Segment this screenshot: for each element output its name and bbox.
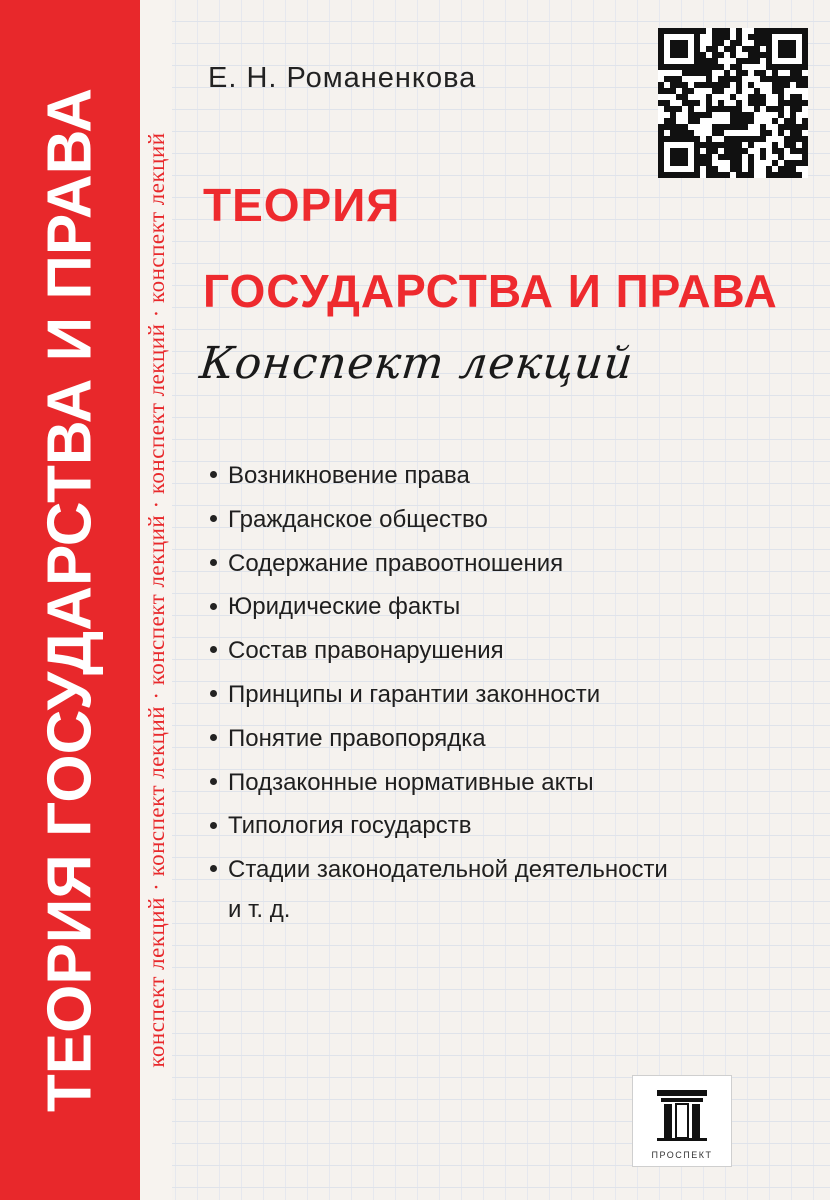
spine-title: ТЕОРИЯ ГОСУДАРСТВА И ПРАВА	[35, 87, 105, 1113]
qr-code-graphic	[658, 28, 808, 178]
prospekt-logo-icon	[651, 1086, 713, 1142]
topic-item: Принципы и гарантии законности	[210, 673, 668, 717]
topic-item: Стадии законодательной деятельности	[210, 848, 668, 892]
bullet-icon	[210, 603, 217, 610]
author-name: Е. Н. Романенкова	[208, 62, 477, 94]
topics-list	[210, 454, 668, 892]
bullet-icon	[210, 865, 217, 872]
bullet-icon	[210, 822, 217, 829]
bullet-icon	[210, 515, 217, 522]
spine-repeat-text: конспект лекций · конспект лекций · конспект лекций · конспект лекций · конспект лекций	[144, 132, 169, 1068]
bullet-icon	[210, 734, 217, 741]
topic-item: Возникновение права	[210, 454, 668, 498]
topic-item: Гражданское общество	[210, 498, 668, 542]
topic-item: Юридические факты	[210, 585, 668, 629]
topic-item: Типология государств	[210, 804, 668, 848]
title-line-1: ТЕОРИЯ	[203, 179, 401, 231]
bullet-icon	[210, 690, 217, 697]
topics-tail: и т. д.	[228, 896, 291, 923]
topic-item: Подзаконные нормативные акты	[210, 761, 668, 805]
book-title	[203, 162, 778, 334]
publisher-logo	[632, 1075, 732, 1167]
title-line-2: ГОСУДАРСТВА И ПРАВА	[203, 265, 778, 317]
bullet-icon	[210, 778, 217, 785]
bullet-icon	[210, 471, 217, 478]
topic-item: Понятие правопорядка	[210, 717, 668, 761]
topic-item: Содержание правоотношения	[210, 542, 668, 586]
topic-item: Состав правонарушения	[210, 629, 668, 673]
spine-band	[0, 0, 140, 1200]
qr-code-icon[interactable]	[658, 28, 808, 178]
publisher-name: ПРОСПЕКТ	[651, 1150, 713, 1160]
subtitle: Конспект лекций	[197, 338, 636, 389]
bullet-icon	[210, 646, 217, 653]
bullet-icon	[210, 559, 217, 566]
